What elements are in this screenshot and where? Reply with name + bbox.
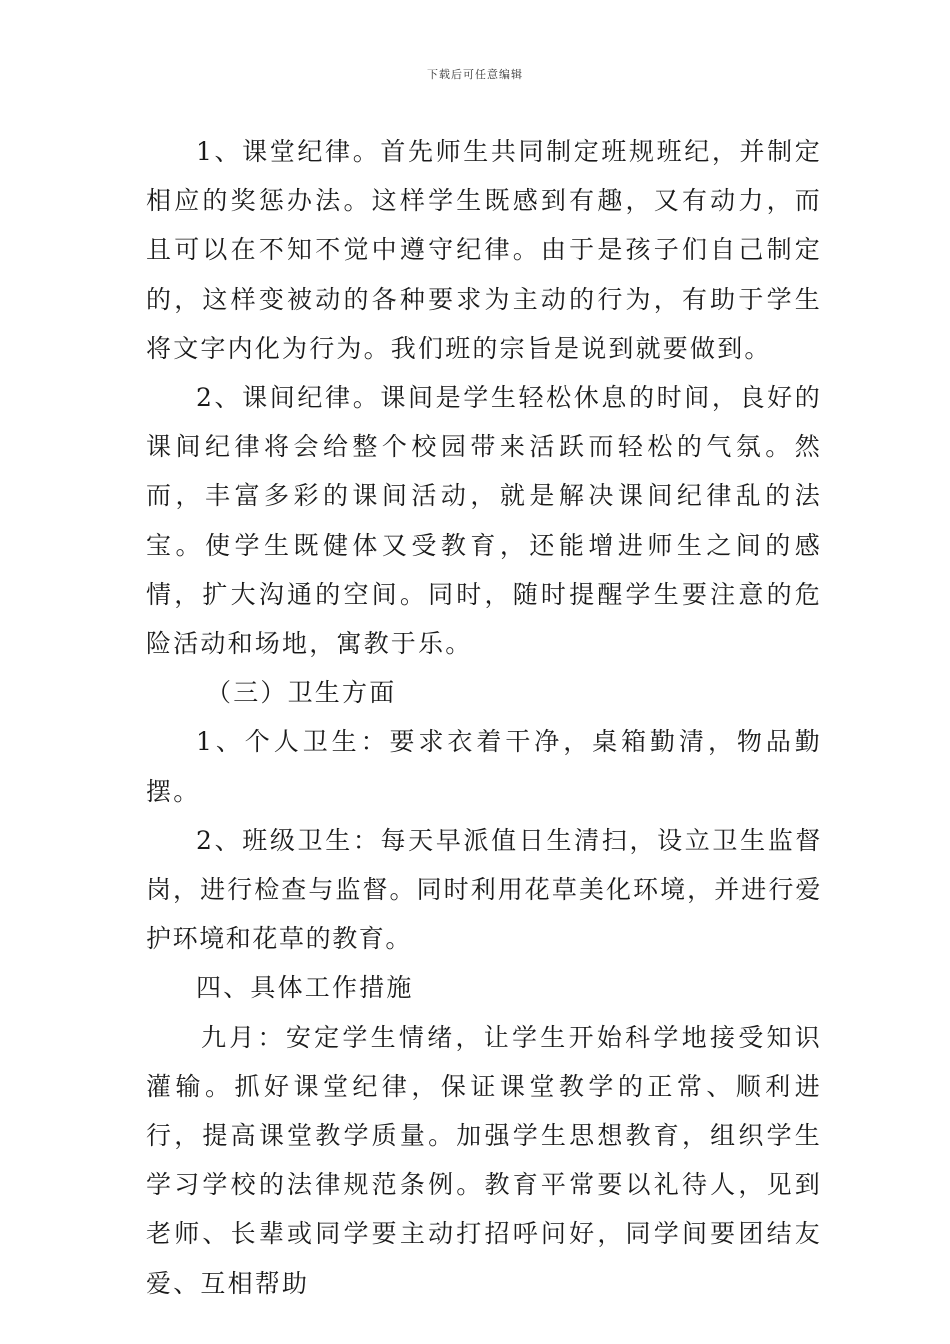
paragraph-class-hygiene: 2、班级卫生：每天早派值日生清扫，设立卫生监督岗，进行检查与监督。同时利用花草美化环境，并进行爱护环境和花草的教育。 bbox=[146, 825, 822, 954]
paragraph-classroom-discipline: 1、课堂纪律。首先师生共同制定班规班纪，并制定相应的奖惩办法。这样学生既感到有趣，又有动力，而且可以在不知不觉中遵守纪律。由于是孩子们自己制定的，这样变被动的各种要求为主动的行为，有助于学生将文字内化为行为。我们班的宗旨是说到就要做到。 bbox=[146, 137, 822, 363]
section-heading-work-measures: 四、具体工作措施 bbox=[196, 973, 414, 1003]
paragraph-september: 九月：安定学生情绪，让学生开始科学地接受知识灌输。抓好课堂纪律，保证课堂教学的正常、顺利进行，提高课堂教学质量。加强学生思想教育，组织学生学习学校的法律规范条例。教育平常要以礼待人，见到老师、长辈或同学要主动打招呼问好，同学间要团结友爱、互相帮助 bbox=[146, 1022, 822, 1298]
section-heading-hygiene: （三）卫生方面 bbox=[206, 678, 397, 708]
document-body bbox=[146, 127, 822, 1308]
paragraph-break-discipline: 2、课间纪律。课间是学生轻松休息的时间，良好的课间纪律将会给整个校园带来活跃而轻松的气氛。然而，丰富多彩的课间活动，就是解决课间纪律乱的法宝。使学生既健体又受教育，还能增进师生之间的感情，扩大沟通的空间。同时，随时提醒学生要注意的危险活动和场地，寓教于乐。 bbox=[146, 383, 822, 659]
header-note: 下载后可任意编辑 bbox=[427, 68, 523, 81]
paragraph-personal-hygiene: 1、个人卫生：要求衣着干净，桌箱勤清，物品勤摆。 bbox=[146, 727, 822, 806]
